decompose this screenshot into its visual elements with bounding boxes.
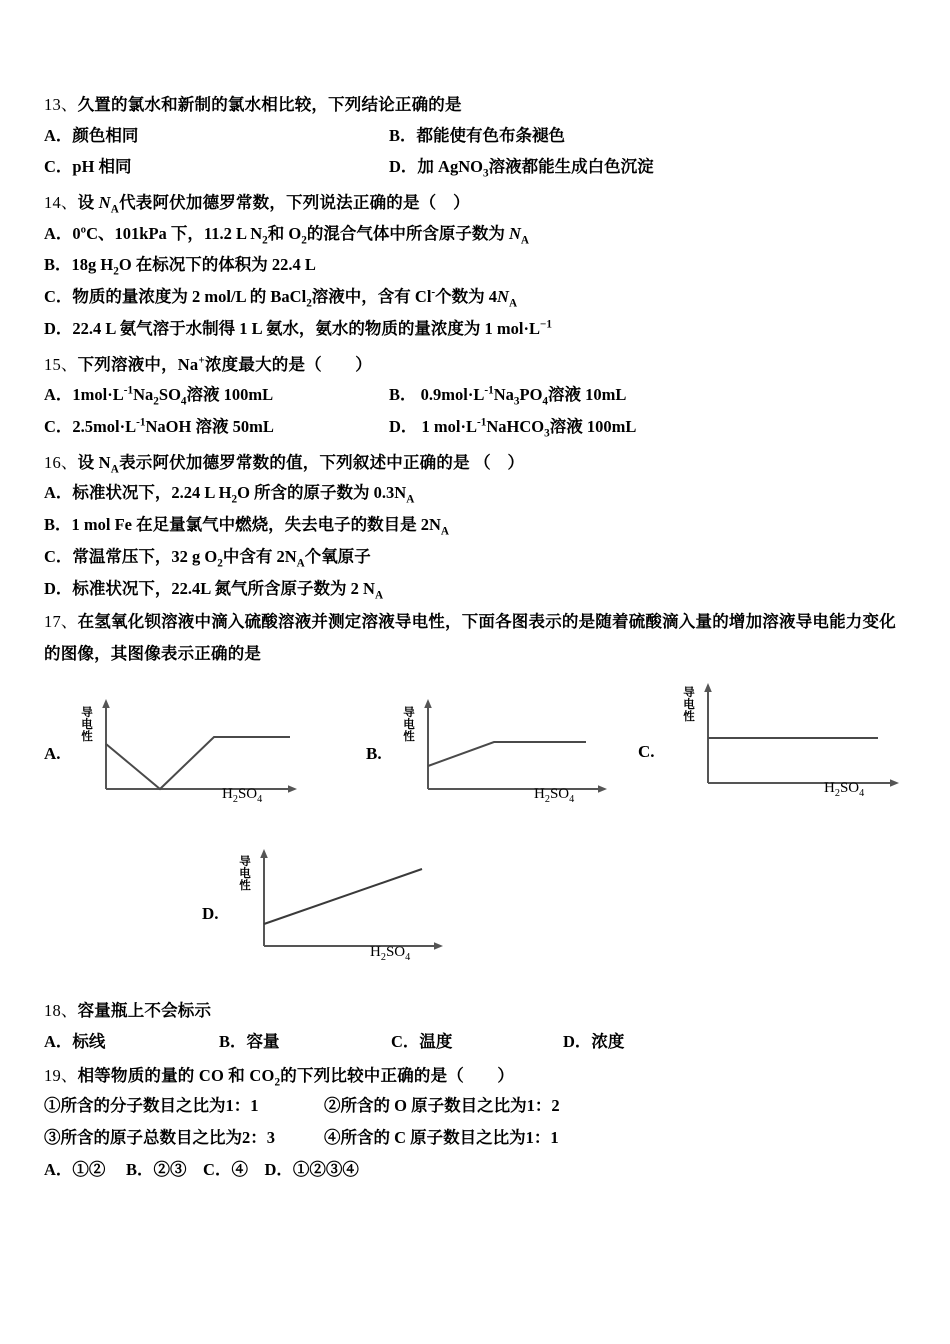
question-17-stem-text-1: 在氢氧化钡溶液中滴入硫酸溶液并测定溶液导电性，下面各图表示的是随着硫酸滴入量的增加溶液导电能力变化 <box>77 612 896 632</box>
question-18-stem-text: 容量瓶上不会标示 <box>77 1001 212 1021</box>
option-label: A． <box>44 125 73 145</box>
graph-a-plot <box>94 694 314 804</box>
graph-c-x-axis-title: $H_2SO_4$ <box>824 780 865 800</box>
option-label: B． <box>389 385 417 405</box>
option-label: C． <box>44 416 73 436</box>
question-19-statements-row-1 <box>44 1094 916 1119</box>
statement-mark: ③ <box>44 1128 61 1147</box>
question-13-options-row-1 <box>44 124 916 149</box>
question-18-option-c[interactable] <box>391 1030 563 1055</box>
question-13-option-d[interactable]: D．加 AgNO$_3$溶液都能生成白色沉淀 <box>389 157 654 180</box>
question-14-option-b[interactable]: B．18g $H_2O$ 在标况下的体积为 22.4 L <box>44 255 316 278</box>
question-16 <box>44 450 916 602</box>
question-13-stem-text: 久置的氯水和新制的氯水相比较，下列结论正确的是 <box>77 95 462 114</box>
graph-b-y-axis-title: 导 电 性 <box>403 705 415 743</box>
question-15-options-row-2 <box>44 415 916 440</box>
question-15-number: 15、 <box>44 354 78 374</box>
question-16-option-d[interactable]: D．标准状况下，22.4L 氮气所含原子数为 2 $N_A$ <box>44 578 384 601</box>
question-18-options-row <box>44 1030 916 1055</box>
question-14-option-c[interactable]: C．物质的量浓度为 2 mol/L 的 BaCl$_2$溶液中，含有 Cl-个数为 $4N_A$ <box>44 286 518 310</box>
question-18-stem <box>44 998 916 1024</box>
question-16-option-b[interactable]: B．1 mol Fe 在足量氯气中燃烧，失去电子的数目是 $2N_A$ <box>44 515 450 538</box>
statement-text: 所含的 C 原子数目之比为1：1 <box>340 1128 559 1147</box>
question-13-stem <box>44 92 916 118</box>
question-19-statement-4 <box>324 1126 916 1151</box>
question-18 <box>44 998 916 1054</box>
option-label: B． <box>44 255 72 275</box>
question-17-stem-text-2: 的图像，其图像表示正确的是 <box>44 643 262 663</box>
question-15 <box>44 352 916 440</box>
question-14-number: 14、 <box>44 193 78 213</box>
option-text: 标线 <box>72 1031 106 1051</box>
graph-c-plot <box>696 680 926 800</box>
question-17-number: 17、 <box>44 612 78 632</box>
question-19-number: 19、 <box>44 1065 78 1085</box>
question-13-option-b[interactable] <box>389 124 916 149</box>
question-19-answers[interactable]: A．①② B．②③ C．④ D．①②③④ <box>44 1159 359 1179</box>
question-13-option-c[interactable] <box>44 155 389 180</box>
option-text: pH 相同 <box>72 157 132 177</box>
question-17-stem-line-1 <box>44 609 916 635</box>
question-19 <box>44 1063 916 1183</box>
option-label: D． <box>389 157 418 177</box>
option-label: A． <box>44 223 73 243</box>
statement-mark: ④ <box>324 1128 341 1147</box>
option-label: D． <box>389 416 418 436</box>
question-13 <box>44 92 916 180</box>
question-13-number: 13、 <box>44 95 78 114</box>
graph-b-x-axis-title: $H_2SO_4$ <box>534 786 575 806</box>
question-14-option-a[interactable]: A．0ºC、101kPa 下，11.2 L $N_2$和 $O_2$的混合气体中所含原子数为 $N_A$ <box>44 223 529 246</box>
question-18-option-a[interactable] <box>44 1030 219 1055</box>
option-label: B． <box>219 1031 247 1051</box>
option-text: 容量 <box>246 1031 280 1051</box>
question-17-stem-line-2 <box>44 641 916 667</box>
question-14 <box>44 190 916 342</box>
graph-d-label: D. <box>202 904 219 924</box>
statement-text: 所含的 O 原子数目之比为1：2 <box>340 1096 560 1116</box>
option-label: D． <box>563 1031 592 1051</box>
question-14-option-d[interactable]: D．22.4 L 氨气溶于水制得 1 L 氨水，氨水的物质的量浓度为 1 $mol\cdot L^{-1}$ <box>44 318 552 338</box>
graph-b-plot <box>416 694 636 804</box>
question-15-option-b[interactable]: B． $0.9mol\cdot L^{-1}Na_3PO_4$溶液 10mL <box>389 384 627 408</box>
question-14-stem <box>44 190 916 216</box>
statement-mark: ① <box>44 1096 61 1116</box>
question-17 <box>44 609 916 992</box>
option-label: C． <box>391 1031 420 1051</box>
option-label: B． <box>389 125 417 145</box>
question-18-option-b[interactable] <box>219 1030 391 1055</box>
question-18-number: 18、 <box>44 1001 78 1021</box>
question-19-statement-2 <box>324 1094 916 1119</box>
option-text: 颜色相同 <box>72 125 139 145</box>
option-label: C． <box>44 287 73 307</box>
question-15-option-d[interactable]: D． 1 $mol\cdot L^{-1}NaHCO_3$溶液 100mL <box>389 416 637 440</box>
option-label: B． <box>44 515 72 534</box>
option-label: D． <box>44 318 73 338</box>
question-15-options-row-1 <box>44 383 916 408</box>
question-17-graph-row-1 <box>44 680 916 830</box>
option-label: A． <box>44 1031 73 1051</box>
question-19-statement-1 <box>44 1094 324 1119</box>
option-label: D． <box>44 578 73 598</box>
graph-d-plot <box>252 846 472 964</box>
question-19-stem: 19、相等物质的量的 CO 和 $CO_2$的下列比较中正确的是（ ） <box>44 1065 515 1088</box>
question-15-stem: 15、下列溶液中，Na+浓度最大的是（ ） <box>44 354 372 374</box>
graph-a-label: A. <box>44 744 61 764</box>
graph-b-label: B. <box>366 744 382 764</box>
question-13-option-a[interactable] <box>44 124 389 149</box>
question-14-stem-text: 设 $N_A$代表阿伏加德罗常数，下列说法正确的是（ ） <box>77 193 470 216</box>
graph-c-label: C. <box>638 742 655 762</box>
question-16-stem: 16、设 $N_A$表示阿伏加德罗常数的值，下列叙述中正确的是 （ ） <box>44 452 525 475</box>
graph-d-x-axis-title: $H_2SO_4$ <box>370 944 411 964</box>
question-19-statements-row-2 <box>44 1126 916 1151</box>
question-18-option-d[interactable] <box>563 1030 916 1055</box>
option-label: A． <box>44 483 73 503</box>
graph-a-x-axis-title: $H_2SO_4$ <box>222 786 263 806</box>
question-16-number: 16、 <box>44 452 78 472</box>
graph-a-y-axis-title: 导 电 性 <box>81 705 93 743</box>
statement-text: 所含的分子数目之比为1：1 <box>60 1096 259 1116</box>
question-19-statement-3 <box>44 1126 324 1151</box>
question-16-option-a[interactable]: A．标准状况下，2.24 L $H_2O$ 所含的原子数为 $0.3N_A$ <box>44 483 415 506</box>
question-15-option-a[interactable]: A．$1mol\cdot L^{-1}Na_2SO_4$溶液 100mL <box>44 384 274 408</box>
option-text: 温度 <box>419 1031 453 1051</box>
question-13-options-row-2 <box>44 155 916 180</box>
statement-mark: ② <box>324 1096 341 1116</box>
question-17-graph-row-2 <box>44 842 916 992</box>
option-text: 都能使有色布条褪色 <box>416 125 566 145</box>
option-text: 浓度 <box>591 1031 625 1051</box>
option-label: C． <box>44 546 73 566</box>
option-label: A． <box>44 385 73 405</box>
graph-d-y-axis-title: 导 电 性 <box>239 854 251 892</box>
option-label: C． <box>44 157 73 177</box>
question-16-option-c[interactable]: C．常温常压下，32 g $O_2$中含有 $2N_A$个氧原子 <box>44 546 371 570</box>
question-15-option-c[interactable]: C．$2.5mol\cdot L^{-1}NaOH$ 溶液 50mL <box>44 416 274 436</box>
page-content <box>44 92 916 1190</box>
graph-c-y-axis-title: 导 电 性 <box>683 685 695 723</box>
statement-text: 所含的原子总数目之比为2：3 <box>60 1128 275 1147</box>
